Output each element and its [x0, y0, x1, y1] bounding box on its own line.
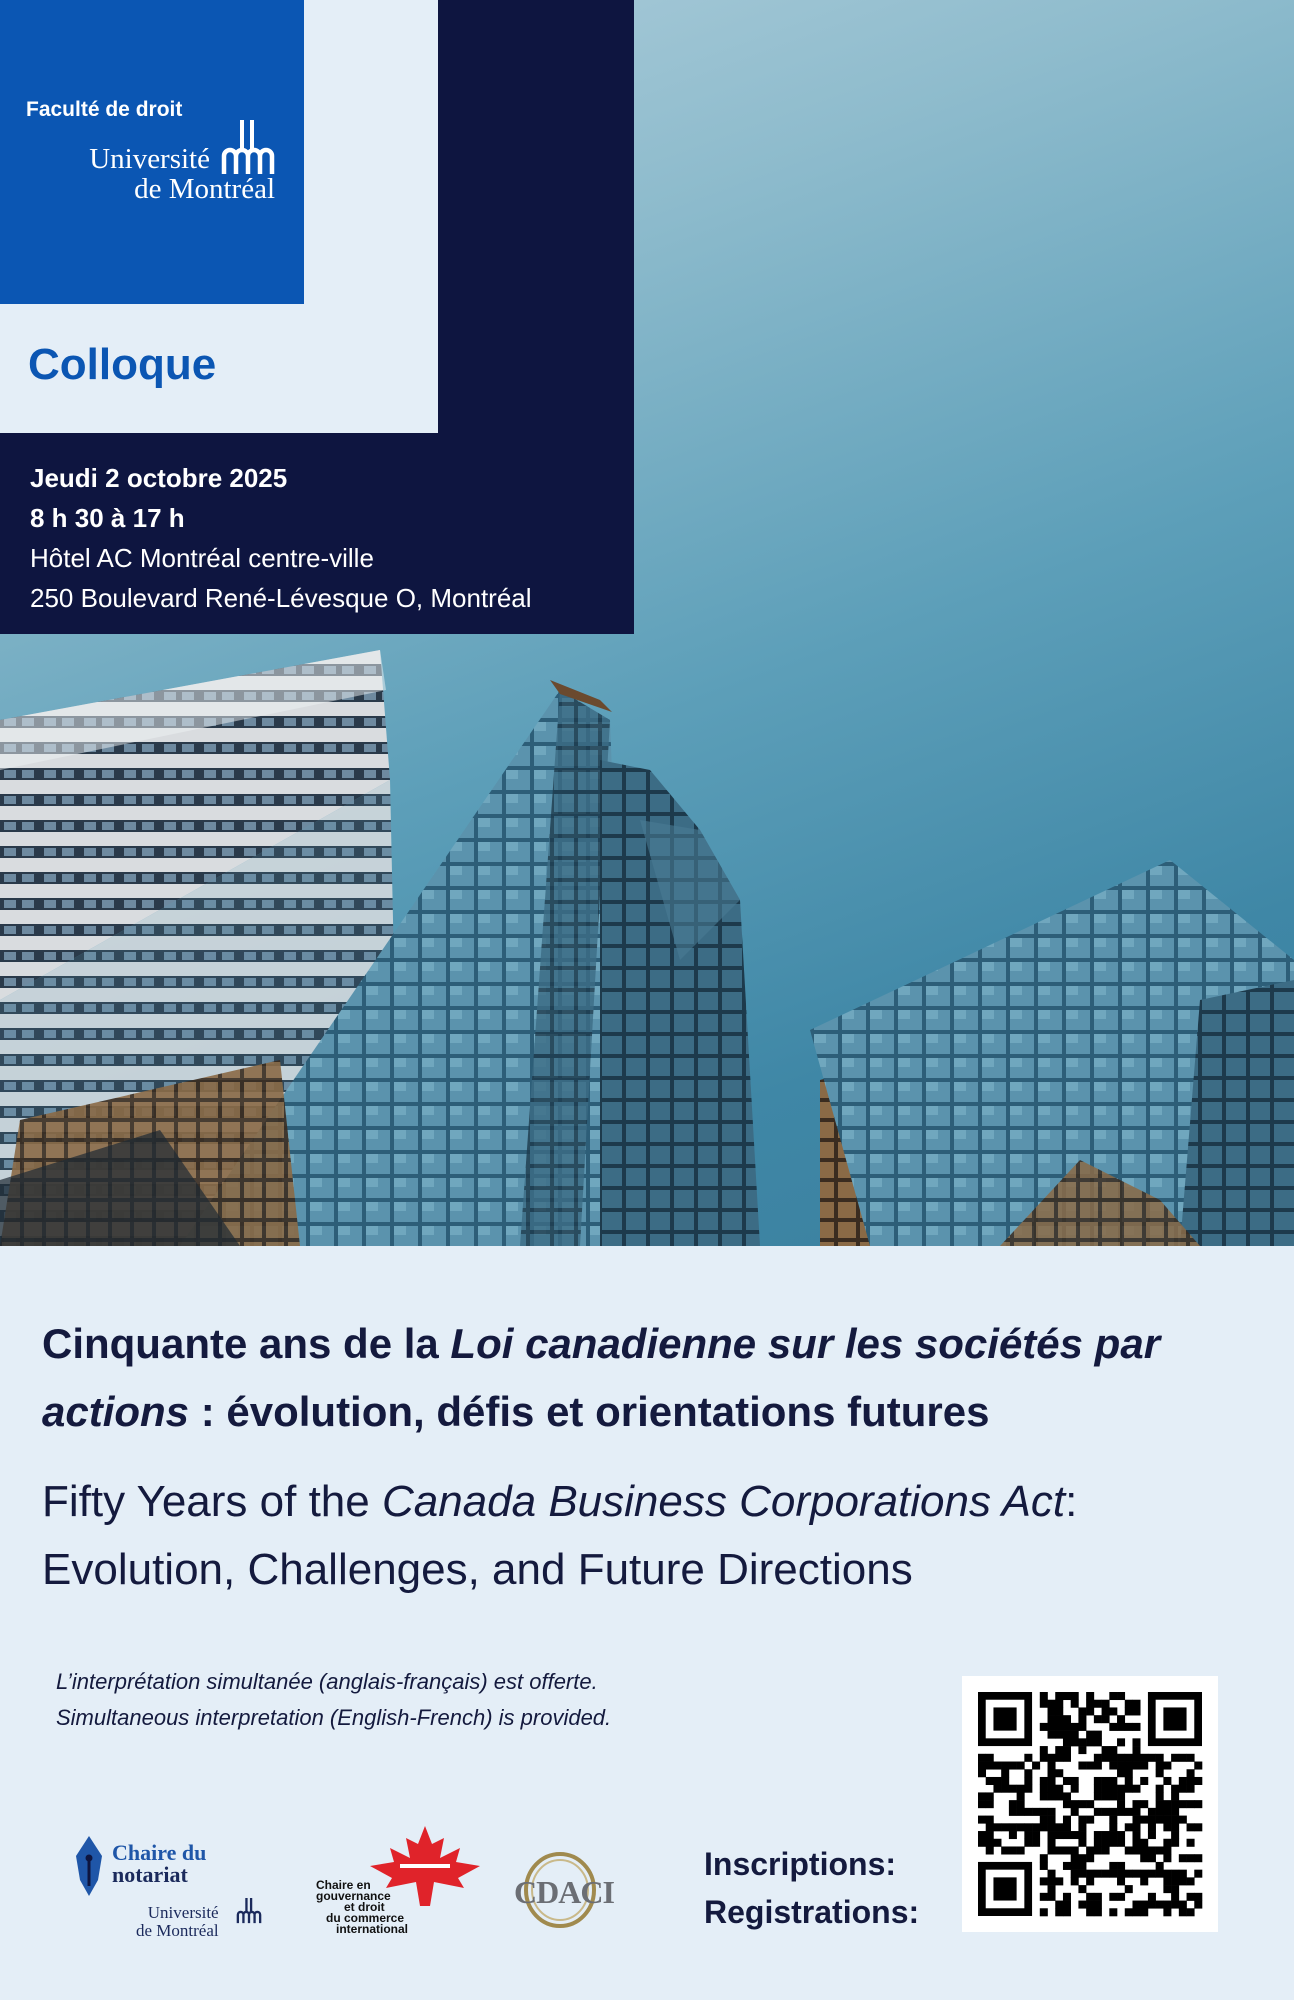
faculty-name: Faculté de droit — [26, 98, 183, 121]
gdci-line2: gouvernance — [316, 1889, 391, 1903]
gdci-line4: du commerce — [326, 1911, 405, 1925]
title-english-italic: Canada Business Corporations Act — [381, 1477, 1066, 1526]
udem-small-logo-icon — [236, 1898, 262, 1924]
cdaci-logo — [508, 1850, 618, 1930]
event-type-label: Colloque — [28, 340, 217, 389]
udem-logo-icon — [220, 120, 276, 176]
qr-code-icon — [962, 1676, 1218, 1932]
chaire-gdci-logo — [312, 1826, 492, 1946]
chaire-notariat-logo — [70, 1836, 270, 1946]
title-french — [42, 1310, 1262, 1446]
interpretation-note — [56, 1664, 611, 1736]
registration-qr-code[interactable] — [962, 1676, 1218, 1932]
gdci-line3: et droit — [344, 1900, 385, 1914]
notariat-university — [136, 1904, 219, 1940]
title-french-part2: : évolution, défis et orientations futures — [189, 1388, 990, 1435]
interpretation-english: Simultaneous interpretation (English-French) is provided. — [56, 1705, 612, 1730]
event-details — [30, 458, 532, 618]
notariat-title — [112, 1842, 206, 1886]
gdci-line5: international — [336, 1922, 409, 1936]
university-name-line2: de Montréal — [134, 173, 275, 205]
notariat-line2: notariat — [112, 1862, 188, 1887]
registration-french: Inscriptions: — [704, 1846, 897, 1882]
event-date: Jeudi 2 octobre 2025 — [30, 463, 288, 493]
title-english-part2: : Evolution, Challenges, and Future Directions — [42, 1477, 1078, 1594]
title-english-part1: Fifty Years of the — [42, 1477, 382, 1526]
university-name-line1: Université — [89, 143, 210, 175]
title-english — [42, 1468, 1262, 1604]
gdci-line1: Chaire en — [316, 1878, 371, 1892]
cdaci-wordmark: CDACI — [514, 1874, 614, 1910]
title-french-part1: Cinquante ans de la — [42, 1320, 451, 1367]
notariat-univ-line2: de Montréal — [136, 1921, 219, 1940]
registration-english: Registrations: — [704, 1894, 920, 1930]
title-french-italic: Loi canadienne sur les sociétés par actions — [42, 1320, 1161, 1435]
gdci-text — [316, 1880, 408, 1935]
registration-label — [704, 1840, 919, 1936]
university-logo — [50, 120, 280, 210]
notariat-line1: Chaire du — [112, 1840, 207, 1865]
event-venue: Hôtel AC Montréal centre-ville — [30, 543, 374, 573]
event-time: 8 h 30 à 17 h — [30, 503, 185, 533]
notariat-univ-line1: Université — [147, 1903, 219, 1922]
pen-nib-icon — [72, 1836, 106, 1900]
event-address: 250 Boulevard René-Lévesque O, Montréal — [30, 583, 532, 613]
interpretation-french: L’interprétation simultanée (anglais-français) est offerte. — [56, 1669, 598, 1694]
